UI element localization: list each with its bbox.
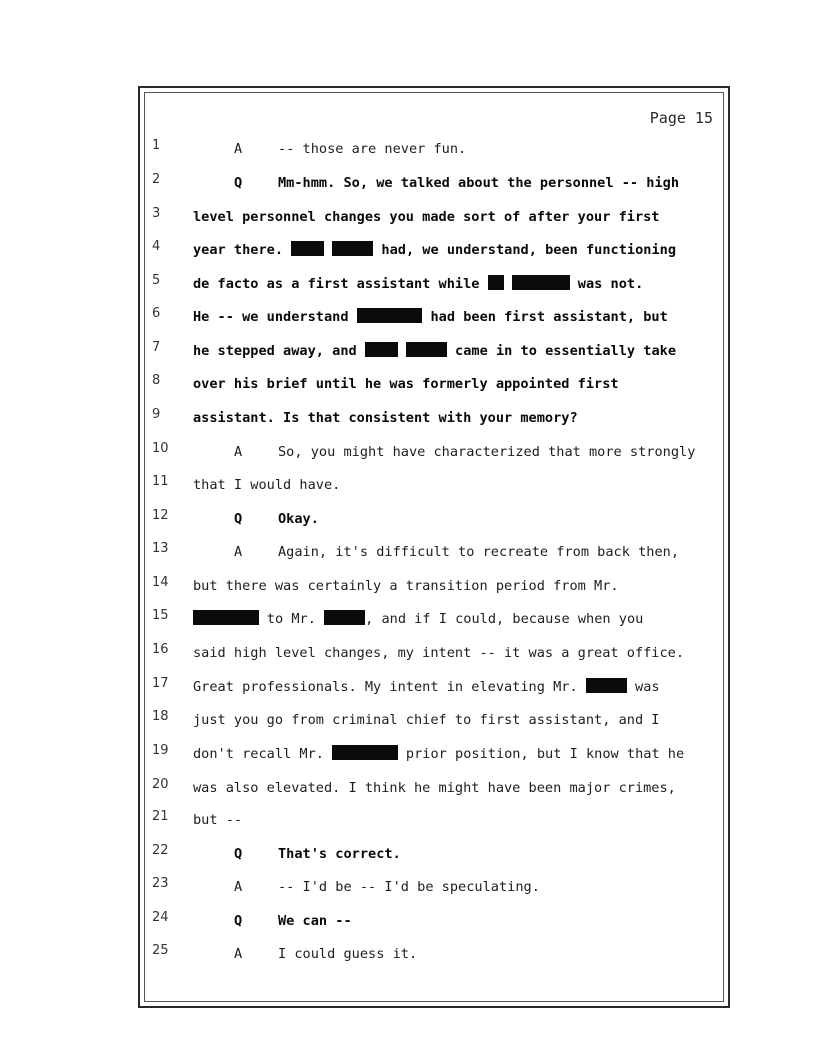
line-text: Great professionals. My intent in elevating Mr. was: [193, 679, 660, 695]
transcript-line: [0, 608, 816, 630]
transcript-line: [0, 642, 816, 664]
line-number: 6: [152, 306, 161, 321]
line-number: 4: [152, 239, 161, 254]
transcript-line: [0, 943, 816, 965]
line-number: 9: [152, 407, 161, 422]
transcript-line: [0, 273, 816, 295]
line-text: He -- we understand had been first assistant, but: [193, 309, 668, 325]
transcript-line: [0, 340, 816, 362]
redaction-block: [324, 610, 365, 625]
speaker-label: A: [234, 544, 243, 560]
redaction-block: [365, 342, 398, 357]
transcript-line: [0, 206, 816, 228]
transcript-line: [0, 541, 816, 563]
line-number: 23: [152, 876, 169, 891]
transcript-line: [0, 676, 816, 698]
line-text: Q Mm-hmm. So, we talked about the personnel -- high: [234, 172, 679, 194]
transcript-line: [0, 709, 816, 731]
line-text: A So, you might have characterized that more strongly: [234, 441, 695, 463]
line-text: Q We can --: [234, 910, 352, 932]
transcript-line: [0, 138, 816, 160]
speaker-label: Q: [234, 913, 243, 929]
redaction-block: [357, 308, 423, 323]
line-text: was also elevated. I think he might have been major crimes,: [193, 780, 676, 796]
line-text: A -- those are never fun.: [234, 138, 466, 160]
redaction-block: [586, 678, 627, 693]
transcript-line: [0, 777, 816, 799]
line-text: but there was certainly a transition period from Mr.: [193, 578, 619, 594]
line-number: 8: [152, 373, 161, 388]
transcript-line: [0, 910, 816, 932]
line-number: 11: [152, 474, 169, 489]
speaker-label: Q: [234, 846, 243, 862]
line-number: 15: [152, 608, 169, 623]
line-text: de facto as a first assistant while was not.: [193, 276, 644, 292]
line-number: 12: [152, 508, 169, 523]
line-number: 5: [152, 273, 161, 288]
transcript-line: [0, 373, 816, 395]
speaker-label: A: [234, 141, 243, 157]
line-text: over his brief until he was formerly appointed first: [193, 376, 619, 392]
line-number: 10: [152, 441, 169, 456]
line-number: 17: [152, 676, 169, 691]
line-text: A I could guess it.: [234, 943, 417, 965]
line-number: 13: [152, 541, 169, 556]
speaker-label: A: [234, 879, 243, 895]
redaction-block: [488, 275, 504, 290]
line-number: 18: [152, 709, 169, 724]
line-text: but --: [193, 812, 243, 828]
line-number: 3: [152, 206, 161, 221]
line-text: said high level changes, my intent -- it was a great office.: [193, 645, 685, 661]
transcript-line: [0, 474, 816, 496]
transcript-line: [0, 575, 816, 597]
line-number: 21: [152, 809, 169, 824]
redaction-block: [332, 241, 373, 256]
line-text: A -- I'd be -- I'd be speculating.: [234, 876, 540, 898]
line-number: 19: [152, 743, 169, 758]
line-number: 20: [152, 777, 169, 792]
redaction-block: [332, 745, 398, 760]
speaker-label: Q: [234, 175, 243, 191]
transcript-line: [0, 843, 816, 865]
line-number: 22: [152, 843, 169, 858]
transcript-line: [0, 239, 816, 261]
line-text: Q That's correct.: [234, 843, 401, 865]
redaction-block: [193, 610, 259, 625]
speaker-label: A: [234, 946, 243, 962]
line-text: that I would have.: [193, 477, 341, 493]
speaker-label: A: [234, 444, 243, 460]
redaction-block: [512, 275, 569, 290]
line-number: 25: [152, 943, 169, 958]
speaker-label: Q: [234, 511, 243, 527]
line-number: 16: [152, 642, 169, 657]
transcript-line: [0, 172, 816, 194]
line-text: to Mr. , and if I could, because when you: [193, 608, 643, 630]
line-text: he stepped away, and came in to essentially take: [193, 343, 677, 359]
line-text: don't recall Mr. prior position, but I know that he: [193, 746, 685, 762]
line-number: 1: [152, 138, 161, 153]
line-text: A Again, it's difficult to recreate from back then,: [234, 541, 679, 563]
transcript-line: [0, 876, 816, 898]
page-number-label: Page 15: [649, 109, 713, 127]
line-text: level personnel changes you made sort of after your first: [193, 209, 660, 225]
line-text: just you go from criminal chief to first assistant, and I: [193, 712, 660, 728]
redaction-block: [291, 241, 324, 256]
transcript-line: [0, 407, 816, 429]
line-number: 7: [152, 340, 161, 355]
line-text: Q Okay.: [234, 508, 319, 530]
line-number: 24: [152, 910, 169, 925]
transcript-line: [0, 743, 816, 765]
line-text: year there. had, we understand, been functioning: [193, 242, 677, 258]
line-text: assistant. Is that consistent with your memory?: [193, 410, 578, 426]
transcript-line: [0, 508, 816, 530]
transcript-line: [0, 441, 816, 463]
transcript-line: [0, 306, 816, 328]
redaction-block: [406, 342, 447, 357]
line-number: 14: [152, 575, 169, 590]
transcript-line: [0, 809, 816, 831]
line-number: 2: [152, 172, 161, 187]
